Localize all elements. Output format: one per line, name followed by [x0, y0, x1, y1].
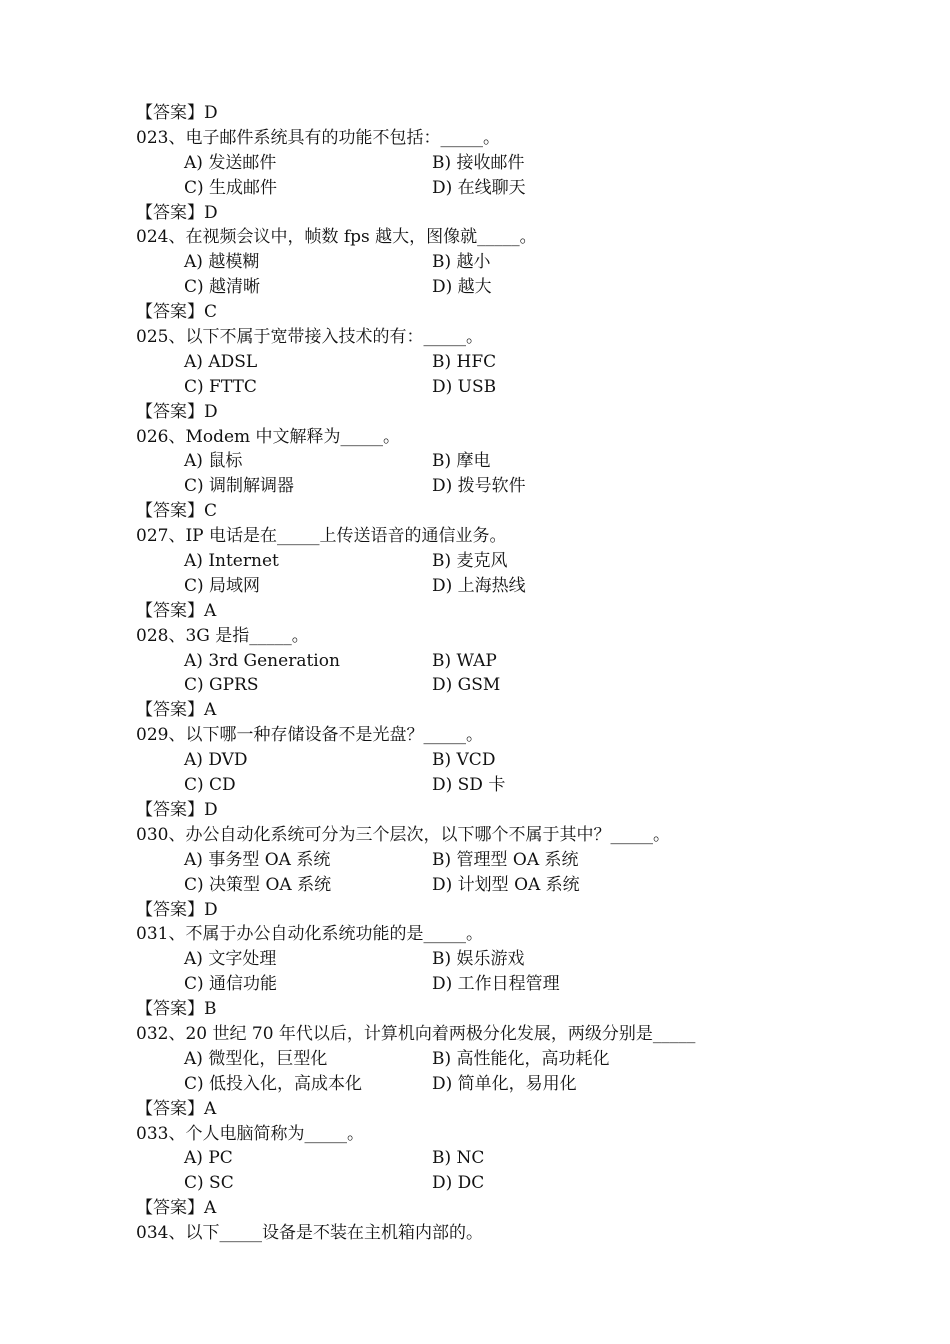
option-left: A) 3rd Generation	[184, 650, 340, 671]
option-right: D) USB	[432, 376, 497, 397]
option-right: B) 接收邮件	[432, 152, 525, 173]
option-row	[136, 773, 856, 798]
option-row	[136, 250, 856, 275]
option-left: C) 低投入化，高成本化	[184, 1073, 363, 1094]
option-row	[136, 848, 856, 873]
question-line: 030、办公自动化系统可分为三个层次，以下哪个不属于其中？_____。	[136, 824, 670, 845]
option-row	[136, 574, 856, 599]
option-right: D) 工作日程管理	[432, 974, 560, 995]
option-right: B) 管理型 OA 系统	[432, 849, 579, 870]
option-row	[136, 176, 856, 201]
answer-line: 【答案】B	[136, 999, 217, 1020]
option-row	[136, 1072, 856, 1097]
option-right: D) SD 卡	[432, 775, 506, 796]
option-row	[136, 873, 856, 898]
question-line: 028、3G 是指_____。	[136, 625, 309, 646]
question-line: 033、个人电脑简称为_____。	[136, 1123, 364, 1144]
option-row	[136, 449, 856, 474]
option-left: C) FTTC	[184, 376, 257, 397]
option-row	[136, 151, 856, 176]
option-row	[136, 549, 856, 574]
answer-line: 【答案】D	[136, 799, 218, 820]
question-list	[136, 101, 856, 1246]
option-left: C) SC	[184, 1173, 234, 1194]
question-line: 029、以下哪一种存储设备不是光盘？_____。	[136, 725, 483, 746]
answer-line: 【答案】D	[136, 899, 218, 920]
question-line: 034、以下_____设备是不装在主机箱内部的。	[136, 1223, 483, 1244]
answer-line: 【答案】C	[136, 302, 218, 323]
question-line: 025、以下不属于宽带接入技术的有：_____。	[136, 327, 483, 348]
question-line: 024、在视频会议中，帧数 fps 越大，图像就_____。	[136, 227, 537, 248]
option-row	[136, 375, 856, 400]
option-right: B) NC	[432, 1148, 485, 1169]
option-row	[136, 1146, 856, 1171]
option-left: A) PC	[184, 1148, 233, 1169]
option-right: D) 简单化，易用化	[432, 1073, 577, 1094]
option-left: A) 发送邮件	[184, 152, 277, 173]
question-line: 031、不属于办公自动化系统功能的是_____。	[136, 924, 483, 945]
option-left: C) 越清晰	[184, 277, 261, 298]
option-row	[136, 1047, 856, 1072]
question-line: 032、20 世纪 70 年代以后，计算机向着两极分化发展，两级分别是_____	[136, 1023, 696, 1044]
question-line: 026、Modem 中文解释为_____。	[136, 426, 401, 447]
option-right: B) 越小	[432, 252, 491, 273]
question-line: 023、电子邮件系统具有的功能不包括：_____。	[136, 127, 500, 148]
answer-line: 【答案】C	[136, 501, 218, 522]
answer-line: 【答案】A	[136, 1198, 217, 1219]
option-left: C) 决策型 OA 系统	[184, 874, 332, 895]
option-left: A) Internet	[184, 551, 279, 572]
option-left: C) 调制解调器	[184, 476, 295, 497]
option-row	[136, 748, 856, 773]
option-left: C) 生成邮件	[184, 177, 278, 198]
option-right: D) 在线聊天	[432, 177, 526, 198]
answer-line: 【答案】A	[136, 600, 217, 621]
option-left: A) DVD	[184, 750, 248, 771]
option-left: C) GPRS	[184, 675, 259, 696]
option-right: B) 高性能化，高功耗化	[432, 1048, 610, 1069]
question-line: 027、IP 电话是在_____上传送语音的通信业务。	[136, 526, 507, 547]
answer-line: 【答案】A	[136, 700, 217, 721]
option-row	[136, 275, 856, 300]
option-right: B) WAP	[432, 650, 497, 671]
option-left: A) 文字处理	[184, 949, 277, 970]
option-right: D) 越大	[432, 277, 492, 298]
option-row	[136, 972, 856, 997]
option-right: D) GSM	[432, 675, 501, 696]
answer-line: 【答案】A	[136, 1098, 217, 1119]
option-row	[136, 947, 856, 972]
option-row	[136, 649, 856, 674]
option-left: A) ADSL	[184, 351, 258, 372]
answer-line: 【答案】D	[136, 401, 218, 422]
option-row	[136, 673, 856, 698]
option-left: A) 鼠标	[184, 451, 243, 472]
answer-line: 【答案】D	[136, 103, 218, 123]
option-left: C) 通信功能	[184, 974, 278, 995]
option-left: A) 越模糊	[184, 252, 260, 273]
option-right: B) 摩电	[432, 451, 491, 472]
answer-line: 【答案】D	[136, 202, 218, 223]
option-right: B) 娱乐游戏	[432, 949, 525, 970]
option-row	[136, 1171, 856, 1196]
option-right: B) 麦克风	[432, 551, 508, 572]
option-right: D) DC	[432, 1173, 485, 1194]
option-right: D) 计划型 OA 系统	[432, 874, 580, 895]
option-right: D) 上海热线	[432, 575, 526, 596]
option-left: A) 微型化，巨型化	[184, 1048, 328, 1069]
option-left: C) 局域网	[184, 575, 261, 596]
option-right: D) 拨号软件	[432, 476, 526, 497]
option-row	[136, 474, 856, 499]
option-right: B) HFC	[432, 351, 497, 372]
option-row	[136, 350, 856, 375]
option-right: B) VCD	[432, 750, 496, 771]
option-left: C) CD	[184, 775, 236, 796]
option-left: A) 事务型 OA 系统	[184, 849, 331, 870]
